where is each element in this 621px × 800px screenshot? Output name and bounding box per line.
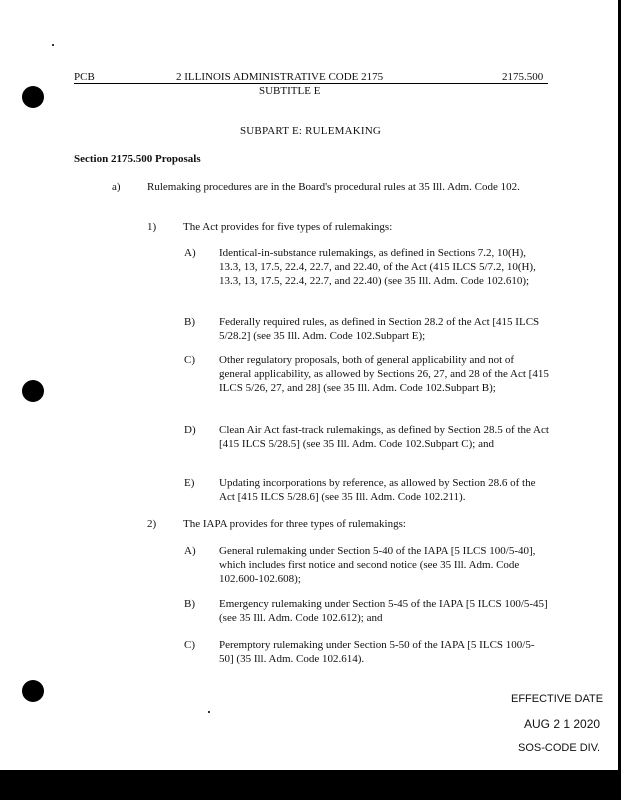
item-label: a) [112, 181, 121, 193]
item-label: E) [184, 477, 195, 489]
item-label: D) [184, 424, 196, 436]
header-rule [74, 83, 548, 84]
header-code: 2 ILLINOIS ADMINISTRATIVE CODE 2175 [176, 71, 384, 83]
header-agency: PCB [74, 71, 95, 83]
section-heading: Section 2175.500 Proposals [74, 153, 201, 165]
item-text: Federally required rules, as defined in Section 28.2 of the Act [415 ILCS 5/28.2] (see 35 Ill. Adm. Code 102.Subpart E); [219, 316, 540, 342]
item-text: Other regulatory proposals, both of general applicability and not of general applicability, as allowed by Sections 26, 27, and 28 of the Act [415 ILCS 5/26, 27, and 28] (see 35 Ill. Adm. Code 102.Subpart B); [219, 354, 549, 394]
item-label: C) [184, 639, 195, 651]
subpart-title: SUBPART E: RULEMAKING [239, 125, 382, 137]
item-label: C) [184, 354, 195, 366]
item-label: 2) [147, 518, 157, 530]
item-text: Peremptory rulemaking under Section 5-50 of the IAPA [5 ILCS 100/5-50] (35 Ill. Adm. Code 102.614). [219, 639, 535, 665]
punch-hole [22, 86, 44, 108]
item-text: Emergency rulemaking under Section 5-45 of the IAPA [5 ILCS 100/5-45] (see 35 Ill. Adm. Code 102.612); and [219, 598, 548, 624]
item-text: The IAPA provides for three types of rulemakings: [183, 518, 406, 530]
item-text: The Act provides for five types of rulemakings: [183, 221, 393, 233]
item-text: Updating incorporations by reference, as allowed by Section 28.6 of the Act [415 ILCS 5/28.6] (see 35 Ill. Adm. Code 102.211). [219, 477, 536, 503]
item-text: Clean Air Act fast-track rulemakings, as defined by Section 28.5 of the Act [415 ILCS 5/28.5] (see 35 Ill. Adm. Code 102.Subpart C); and [219, 424, 549, 450]
item-text: General rulemaking under Section 5-40 of the IAPA [5 ILCS 100/5-40], which includes first notice and second notice (see 35 Ill. Adm. Code 102.600-102.608); [219, 545, 536, 585]
item-label: B) [184, 598, 195, 610]
header-subtitle: SUBTITLE E [259, 85, 321, 97]
effective-date-stamp-division: SOS-CODE DIV. [518, 742, 601, 754]
punch-hole [22, 680, 44, 702]
item-text: Identical-in-substance rulemakings, as defined in Sections 7.2, 10(H), 13.3, 13, 17.5, 22.4, 22.7, and 22.40, of the Act (415 ILCS 5/7.2, 10(H), 13.3, 13, 17.5, 22.4, 22.7, and 22.40) (see 35 Ill. Adm. Code 102.610); [219, 247, 536, 287]
header-section-number: 2175.500 [502, 71, 544, 83]
scan-edge-bottom [0, 770, 621, 800]
scan-speck [208, 711, 210, 713]
item-label: A) [184, 545, 196, 557]
scan-speck [52, 44, 54, 46]
effective-date-stamp-date: AUG 2 1 2020 [524, 717, 601, 731]
item-label: A) [184, 247, 196, 259]
item-text: Rulemaking procedures are in the Board's procedural rules at 35 Ill. Adm. Code 102. [147, 181, 520, 193]
item-label: 1) [147, 221, 157, 233]
punch-hole [22, 380, 44, 402]
effective-date-stamp-title: EFFECTIVE DATE [511, 693, 604, 705]
item-label: B) [184, 316, 195, 328]
